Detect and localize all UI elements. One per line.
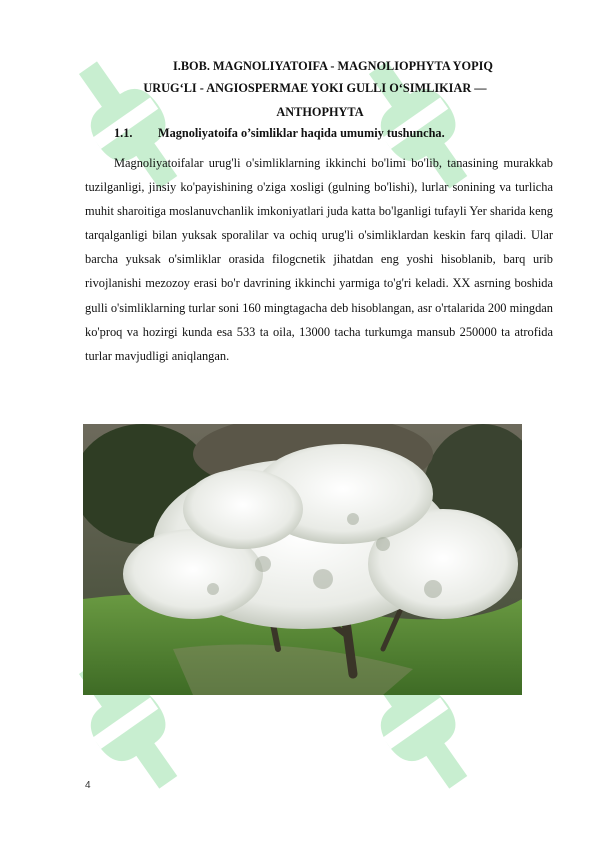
- magnolia-tree-image: [83, 424, 522, 695]
- magnolia-tree-photo: [83, 424, 522, 695]
- chapter-title-line-1: I.BOB. MAGNOLIYATOIFA - MAGNOLIOPHYTA YOPIQ: [173, 59, 493, 73]
- section-number: 1.1.: [114, 126, 133, 140]
- chapter-title-line-2: URUG‘LI - ANGIOSPERMAE YOKI GULLI O‘SIMLIKIAR —: [143, 81, 487, 95]
- section-title: Magnoliyatoifa o’simliklar haqida umumiy tushuncha.: [158, 126, 445, 140]
- body-paragraph: Magnoliyatoifalar urug'li o'simliklarning ikkinchi bo'limi bo'lib, tanasining murakkab tuzilganligi, jinsiy ko'payishining o'ziga xosligi (gulning bo'lishi), lurlar sonining va turlicha muhit sharoitiga moslanuvchanlik imkoniyatlari juda katta bo'lganligi tufayli Yer sharida keng tarqalganligi bilan yuksak sporalilar va ochiq urug'li o'simliklardan keskin farq qiladi. Ular barcha yuksak o'simliklar orasida filogcnetik jihatdan eng yoshi hisoblanib, barq urib rivojlanishi mezozoy erasi bo'r davrining ikkinchi yarmiga to'g'ri keladi. XX asrning boshida gulli o'simliklarning turlar soni 160 mingtagacha deb hisoblangan, asr o'rtalarida 200 mingdan ko'proq va hozirgi kunda esa 533 ta oila, 13000 tacha turkumga mansub 250000 ta atrofida turlar mavjudligi aniqlangan.: [85, 156, 553, 363]
- page-number: 4: [85, 780, 91, 791]
- section-heading: [114, 126, 445, 141]
- chapter-title-line-3: ANTHOPHYTA: [276, 105, 364, 119]
